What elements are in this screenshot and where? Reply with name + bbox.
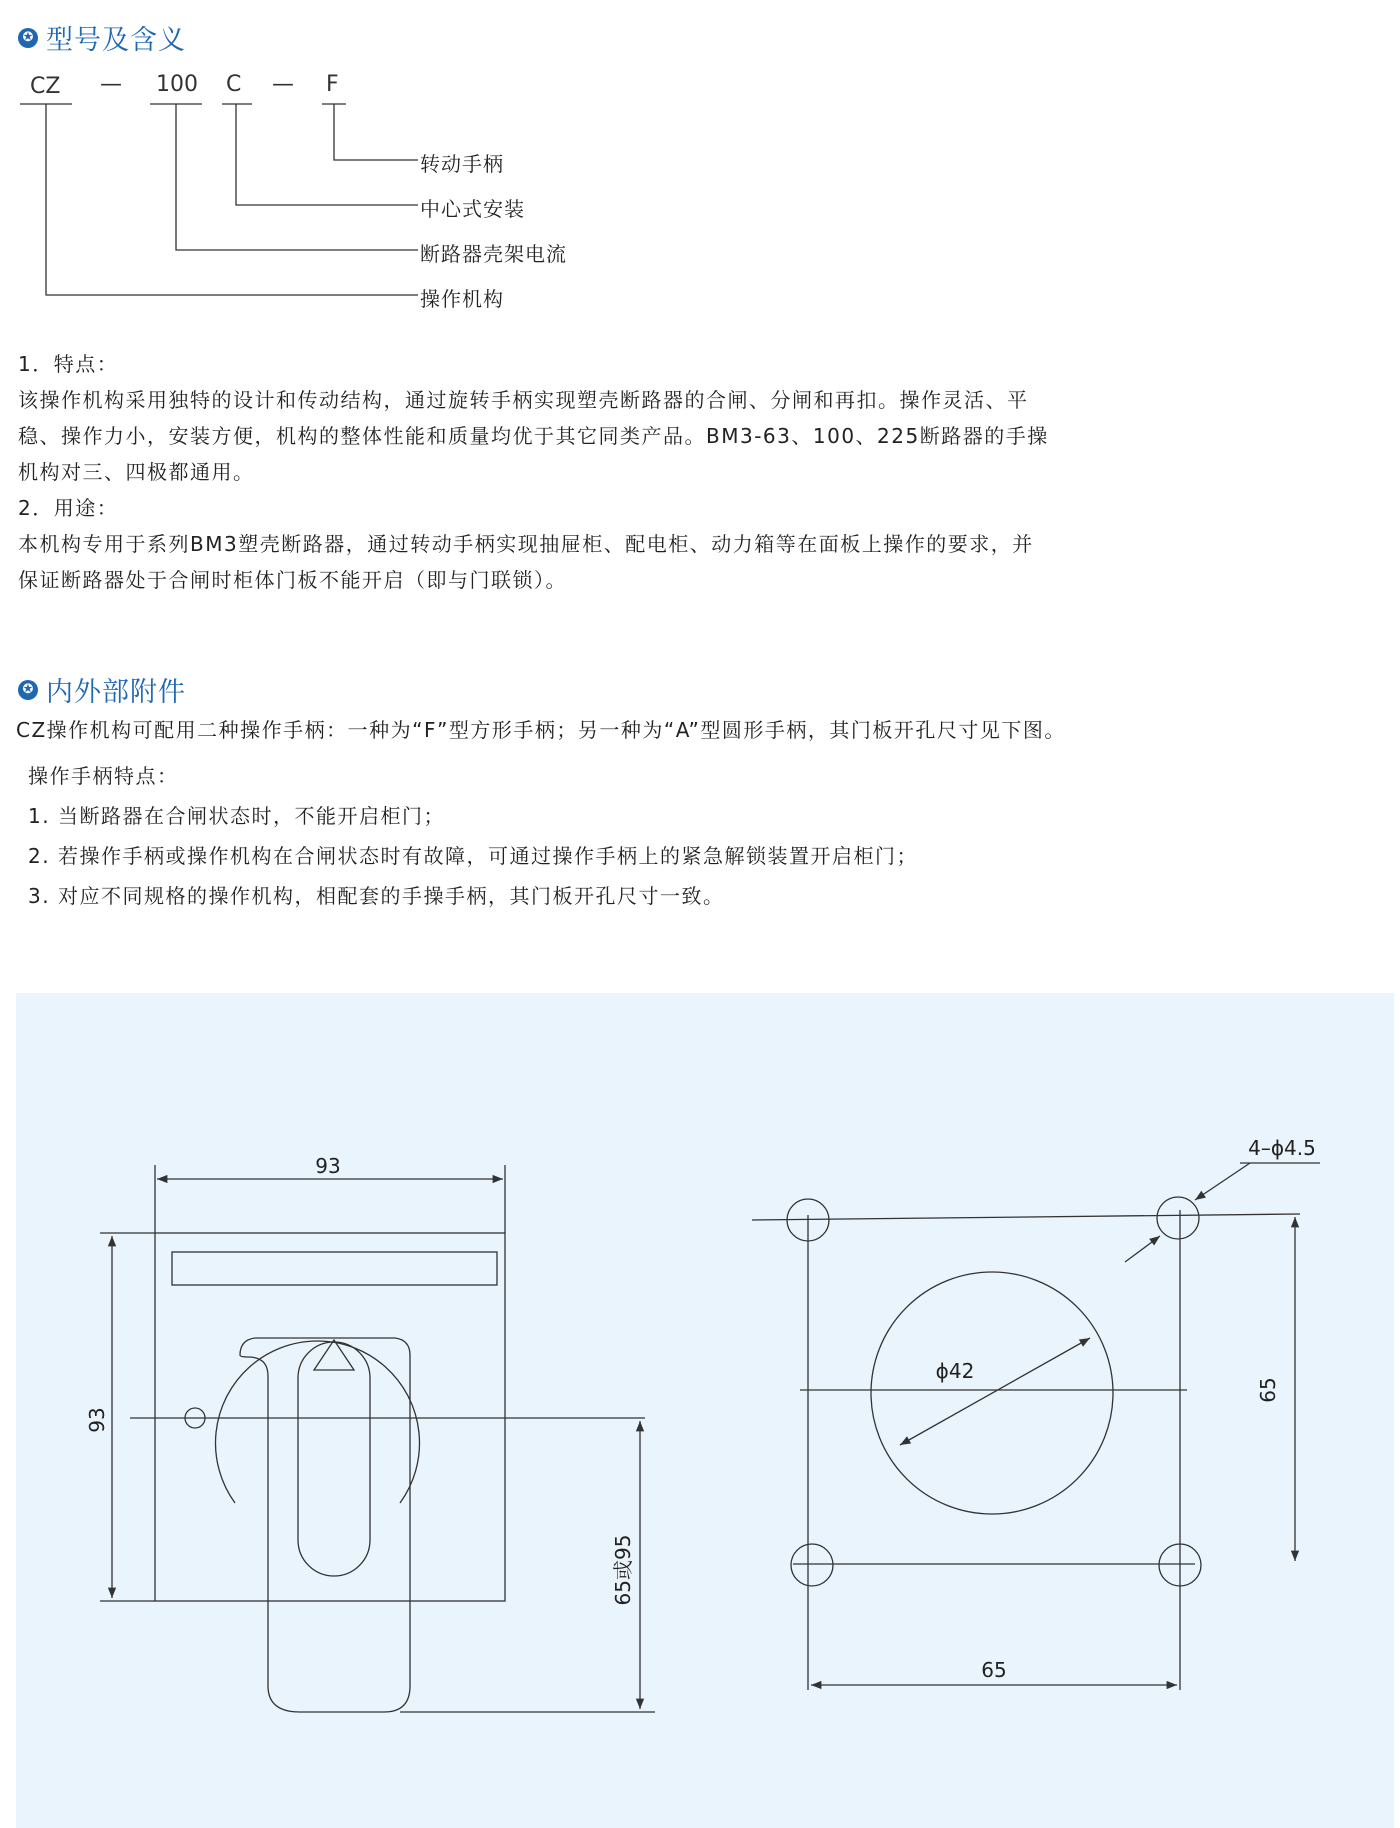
code-cz: CZ [30,74,61,99]
code-100: 100 [156,72,198,97]
features-line: 该操作机构采用独特的设计和传动结构，通过旋转手柄实现塑壳断路器的合闸、分闸和再扣。操作灵活、平 [18,388,1029,412]
usage-line: 本机构专用于系列BM3塑壳断路器，通过转动手柄实现抽屉柜、配电柜、动力箱等在面板上操作的要求，并 [18,532,1034,556]
horizontal-spacing-label: 65 [981,1658,1007,1682]
code-dash-2: — [272,72,294,97]
star-circle-icon: ✪ [18,680,38,700]
meaning-handle: 转动手柄 [420,152,504,176]
dim-height-label: 93 [85,1407,109,1433]
door-cutout-view [752,1163,1320,1690]
code-c: C [226,72,242,97]
hole-size-label: 4–ϕ4.5 [1248,1136,1316,1160]
handle-features-heading: 操作手柄特点： [28,764,179,788]
features-heading: 1．特点： [18,352,119,376]
meaning-mount: 中心式安装 [420,197,525,221]
handle-feature-item: 3. 对应不同规格的操作机构，相配套的手操手柄，其门板开孔尺寸一致。 [28,884,725,908]
section-title: 内外部附件 [46,677,186,708]
meaning-mechanism: 操作机构 [420,287,504,311]
handle-feature-item: 2. 若操作手柄或操作机构在合闸状态时有故障，可通过操作手柄上的紧急解锁装置开启柜门； [28,844,918,868]
features-line: 机构对三、四极都通用。 [18,460,255,484]
usage-line: 保证断路器处于合闸时柜体门板不能开启（即与门联锁）。 [18,568,567,592]
handle-feature-item: 1. 当断路器在合闸状态时，不能开启柜门； [28,804,445,828]
features-line: 稳、操作力小，安装方便，机构的整体性能和质量均优于其它同类产品。BM3-63、100、225断路器的手操 [18,424,1049,448]
code-dash-1: — [100,72,122,97]
code-f: F [326,72,339,97]
circle-diameter-label: ϕ42 [935,1359,975,1383]
usage-heading: 2．用途： [18,496,119,520]
dim-width-label: 93 [315,1154,341,1178]
meaning-frame-current: 断路器壳架电流 [420,242,567,266]
handle-front-view [100,1165,655,1712]
vertical-spacing-label: 65 [1256,1377,1280,1403]
section-title: 型号及含义 [46,25,186,56]
accessories-intro: CZ操作机构可配用二种操作手柄：一种为“F”型方形手柄；另一种为“A”型圆形手柄，其门板开孔尺寸见下图。 [16,718,1066,742]
star-circle-icon: ✪ [18,28,38,48]
dim-depth-label: 65或95 [611,1534,635,1606]
